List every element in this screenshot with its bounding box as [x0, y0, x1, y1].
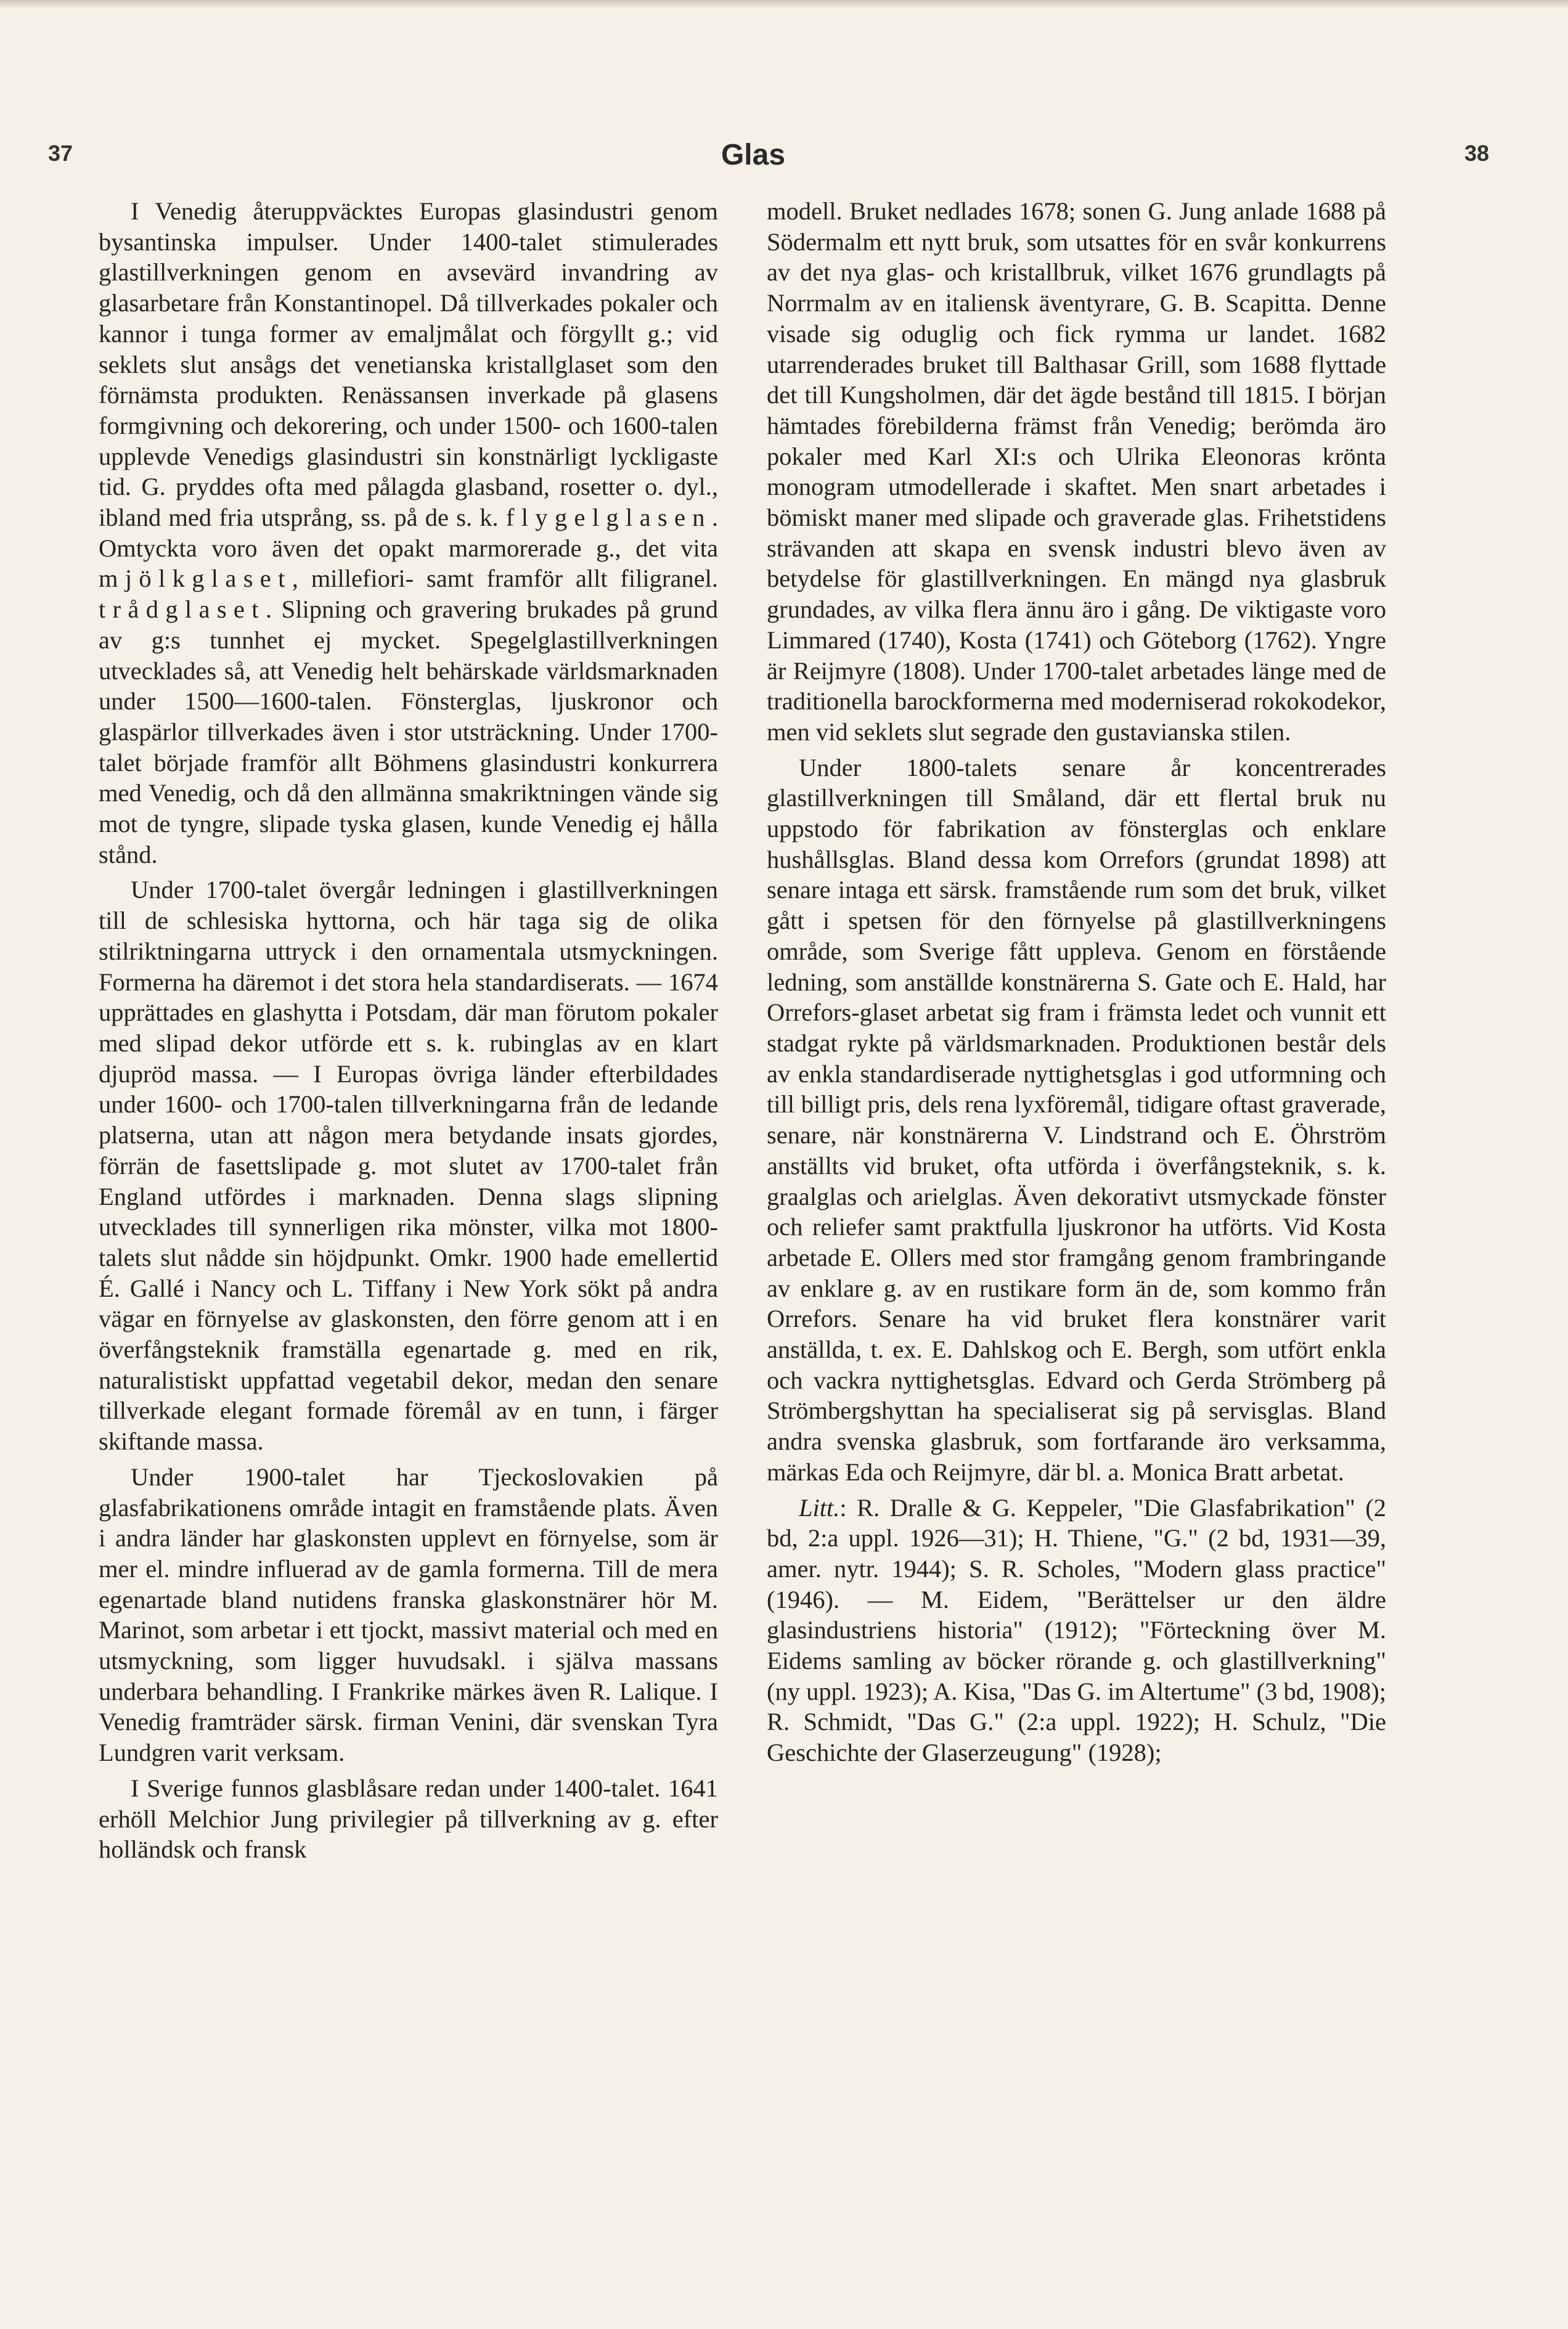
- literature-label: Litt.: [799, 1493, 840, 1522]
- paragraph-venice: [99, 196, 718, 870]
- text-run: I Venedig återuppväcktes Europas glasindustri genom bysantinska impulser. Under 1400-talet stimulerades glastillverkningen genom en avsevärd invandring av glasarbetare från Konstantinopel. Då tillverkades pokaler och kannor i tunga former av emaljmålat och förgyllt g.; vid seklets slut ansågs det venetianska kristallglaset som den förnämsta produkten. Renässansen inverkade på glasens formgivning och dekorering, och under 1500- och 1600-talen upplevde Venedigs glasindustri sin konstnärligt lyckligaste tid. G. pryddes ofta med pålagda glasband, rosetter o. dyl., ibland med fria utsprång, ss. på de s. k.: [99, 197, 718, 532]
- paragraph-sweden-continued: modell. Bruket nedlades 1678; sonen G. Jung anlade 1688 på Södermalm ett nytt bruk, som utsattes för en svår konkurrens av det nya glas- och kristallbruk, vilket 1676 grundlagts på Norrmalm av en italiensk äventyrare, G. B. Scapitta. Denne visade sig oduglig och fick rymma ur landet. 1682 utarrenderades bruket till Balthasar Grill, som 1688 flyttade det till Kungsholmen, där det ägde bestånd till 1815. I början hämtades förebilderna främst från Venedig; berömda äro pokaler med Karl XI:s och Ulrika Eleonoras krönta monogram utmodellerade i skaftet. Men snart arbetades i bömiskt maner med slipade och graverade glas. Frihetstidens strävanden att skapa en svensk industri blevo även av betydelse för glastillverkningen. En mängd nya glasbruk grundades, av vilka flera ännu äro i gång. De viktigaste voro Limmared (1740), Kosta (1741) och Göteborg (1762). Yngre är Reijmyre (1808). Under 1700-talet arbetades länge med de traditionella barockformerna med moderniserad rokokodekor, men vid seklets slut segrade den gustavianska stilen.: [767, 197, 1386, 746]
- right-page-number: 38: [1464, 141, 1490, 166]
- page-top-edge: [0, 0, 1568, 9]
- running-title: Glas: [721, 139, 786, 171]
- paragraph-1900s: Under 1900-talet har Tjeckoslovakien på glasfabrikationens område intagit en framstående plats. Även i andra länder har glaskonsten upplevt en förnyelse, som är mer el. mindre influerad av de gamla formerna. Till de mera egenartade bland nutidens franska glaskonstnärer hör M. Marinot, som arbetar i ett tjockt, massivt material och med en utsmyckning, som ligger huvudsakl. i själva massans underbara behandling. I Frankrike märkes även R. Lalique. I Venedig framträder särsk. firman Venini, där svenskan Tyra Lundgren varit verksam.: [99, 1462, 718, 1767]
- text-run: . Slipning och gravering brukades på grund av g:s tunnhet ej mycket. Spegelglastillverkningen utvecklades så, att Venedig helt behärskade världsmarknaden under 1500—1600-talen. Fönsterglas, ljuskronor och glaspärlor tillverkades även i stor utsträckning. Under 1700-talet började framför allt Böhmens glasindustri konkurrera med Venedig, och då den allmänna smakriktningen vände sig mot de tyngre, slipade tyska glasen, kunde Venedig ej hålla stånd.: [99, 595, 718, 868]
- paragraph-literature: [767, 1493, 1386, 1768]
- text-run: , millefiori- samt framför allt filigranel.: [292, 565, 718, 593]
- term-tradglaset: trådglaset: [99, 595, 266, 624]
- term-flygelglasen: flygelglasen: [505, 504, 712, 532]
- left-page-number: 37: [48, 141, 73, 166]
- literature-text: : R. Dralle & G. Keppeler, "Die Glasfabrikation" (2 bd, 2:a uppl. 1926—31); H. Thiene, "G." (2 bd, 1931—39, amer. nytr. 1944); S. R. Scholes, "Modern glass practice" (1946). — M. Eidem, "Berättelser ur den äldre glasindustriens historia" (1912); "Förteckning över M. Eidems samling av böcker rörande g. och glastillverkning" (ny uppl. 1923); A. Kisa, "Das G. im Altertume" (3 bd, 1908); R. Schmidt, "Das G." (2:a uppl. 1922); H. Schulz, "Die Geschichte der Glaserzeugung" (1928);: [767, 1493, 1386, 1767]
- paragraph-sweden: I Sverige funnos glasblåsare redan under 1400-talet. 1641 erhöll Melchior Jung privilegier på tillverkning av g. efter holländsk och fransk: [99, 1774, 718, 1864]
- left-column: [99, 196, 718, 1865]
- right-column: [767, 196, 1386, 1768]
- paragraph-1700s: Under 1700-talet övergår ledningen i glastillverkningen till de schlesiska hyttorna, och här taga sig de olika stilriktningarna uttryck i den ornamentala utsmyckningen. Formerna ha däremot i det stora hela standardiserats. — 1674 upprättades en glashytta i Potsdam, där man förutom pokaler med slipad dekor utförde ett s. k. rubinglas av en klart djupröd massa. — I Europas övriga länder efterbildades under 1600- och 1700-talen tillverkningarna från de ledande platserna, utan att någon mera betydande insats gjordes, förrän de fasettslipade g. mot slutet av 1700-talet från England utfördes i marknaden. Denna slags slipning utvecklades till synnerligen rika mönster, vilka mot 1800-talets slut nådde sin höjdpunkt. Omkr. 1900 hade emellertid É. Gallé i Nancy och L. Tiffany i New York sökt på andra vägar en förnyelse av glaskonsten, den förre genom att i en överfångsteknik framställa egenartade g. med en rik, naturalistiskt uppfattad vegetabil dekor, medan den senare tillverkade elegant formade föremål av en tunn, i färger skiftande massa.: [99, 876, 718, 1456]
- page-header: [0, 141, 1568, 190]
- paragraph-smaland: Under 1800-talets senare år koncentrerades glastillverkningen till Småland, där ett flertal bruk nu uppstodo för fabrikation av fönsterglas och enklare hushållsglas. Bland dessa kom Orrefors (grundat 1898) att senare intaga ett särsk. framstående rum som det bruk, vilket gått i spetsen för den förnyelse på glastillverkningens område, som Sverige fått uppleva. Genom en förstående ledning, som anställde konstnärerna S. Gate och E. Hald, har Orrefors-glaset arbetat sig fram i främsta ledet och vunnit ett stadgat rykte på världsmarknaden. Produktionen består dels av enkla standardiserade nyttighetsglas i god utformning och till billigt pris, dels rena lyxföremål, tidigare oftast graverade, senare, när konstnärerna V. Lindstrand och E. Öhrström anställts vid bruket, ofta utförda i överfångsteknik, s. k. graalglas och arielglas. Även dekorativt utsmyckade fönster och reliefer samt praktfulla ljuskronor ha utförts. Vid Kosta arbetade E. Ollers med stor framgång genom frambringande av enklare g. av en rustikare form än de, som kommo från Orrefors. Senare ha vid bruket flera konstnärer varit anställda, t. ex. E. Dahlskog och E. Bergh, som utfört enkla och vackra nyttighetsglas. Edvard och Gerda Strömberg på Strömbergshyttan ha specialiserat sig på servisglas. Bland andra svenska glasbruk, som fortfarande äro verksamma, märkas Eda och Reijmyre, där bl. a. Monica Bratt arbetat.: [767, 753, 1386, 1486]
- term-mjolkglaset: mjölkglaset: [99, 565, 292, 593]
- text-run: . Omtyckta voro även det opakt marmorerade g., det vita: [99, 504, 719, 562]
